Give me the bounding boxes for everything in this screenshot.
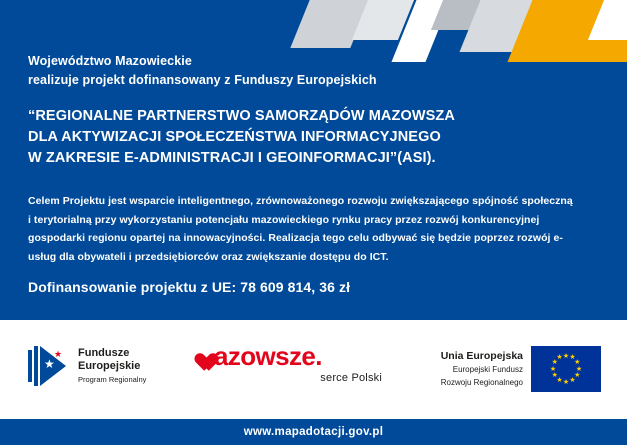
european-union-sub-line-2: Rozwoju Regionalnego <box>440 378 523 388</box>
european-union-logo-text <box>441 350 523 389</box>
eu-funds-name-line-2: Europejskie <box>78 359 141 372</box>
intro-line-2: realizuje projekt dofinansowany z Funduszy Europejskich <box>28 73 377 87</box>
eu-funds-logo <box>28 344 146 388</box>
eu-star-icon: ★ <box>569 354 576 362</box>
funding-amount: Dofinansowanie projektu z UE: 78 609 814, 36 zł <box>28 279 351 295</box>
footer-bar <box>0 419 627 445</box>
project-description: Celem Projektu jest wsparcie inteligentnego, zrównoważonego rozwoju zwiększającego spójność społeczną i terytorialną przy wykorzystaniu potencjału mazowieckiego rynku pracy przez rozwój konkurencyjnej gospodarki regionu opartej na innowacyjności. Realizacja tego celu odbywać się będzie poprzez rozwój e-usług dla obywateli i przedsiębiorców oraz zwiększanie dostępu do ICT. <box>28 195 573 263</box>
eu-star-icon: ★ <box>574 359 581 366</box>
footer-url: www.mapadotacji.gov.pl <box>243 426 384 438</box>
eu-star-icon: ★ <box>549 365 557 373</box>
project-title <box>28 106 598 169</box>
eu-flag-icon <box>531 346 601 392</box>
european-union-sub-line-1: Europejski Fundusz <box>452 365 523 375</box>
eu-funds-mark-icon: ★ ★ <box>28 344 70 388</box>
european-union-logo <box>441 346 601 392</box>
intro-line-1: Województwo Mazowieckie <box>28 54 192 68</box>
eu-star-icon: ★ <box>569 376 576 384</box>
mazowsze-tagline: serce Polski <box>320 372 382 384</box>
heart-icon <box>190 346 212 366</box>
eu-star-icon: ★ <box>556 354 563 362</box>
european-union-name: Unia Europejska <box>440 349 523 362</box>
project-title-line-3: W ZAKRESIE E-ADMINISTRACJI I GEOINFORMACJI”(ASI). <box>28 150 436 166</box>
eu-star-icon: ★ <box>551 372 558 379</box>
eu-star-icon: ★ <box>562 378 570 386</box>
eu-star-icon: ★ <box>551 359 558 366</box>
eu-star-icon: ★ <box>556 376 563 384</box>
logo-strip <box>0 320 627 420</box>
mazowsze-wordmark-text: azowsze. <box>214 341 322 371</box>
mazowsze-logo <box>190 342 390 384</box>
eu-funds-logo-text <box>78 347 146 385</box>
eu-star-icon: ★ <box>574 372 581 379</box>
project-title-line-1: “REGIONALNE PARTNERSTWO SAMORZĄDÓW MAZOWSZA <box>28 108 455 124</box>
mazowsze-wordmark <box>190 342 390 370</box>
eu-funds-subtitle: Program Regionalny <box>78 375 147 384</box>
project-title-line-2: DLA AKTYWIZACJI SPOŁECZEŃSTWA INFORMACYJNEGO <box>28 129 441 145</box>
intro-text <box>28 52 588 90</box>
eu-funds-name-line-1: Fundusze <box>78 347 130 359</box>
eu-star-icon: ★ <box>562 352 570 360</box>
poster-content <box>0 40 627 320</box>
eu-star-icon: ★ <box>575 365 583 373</box>
